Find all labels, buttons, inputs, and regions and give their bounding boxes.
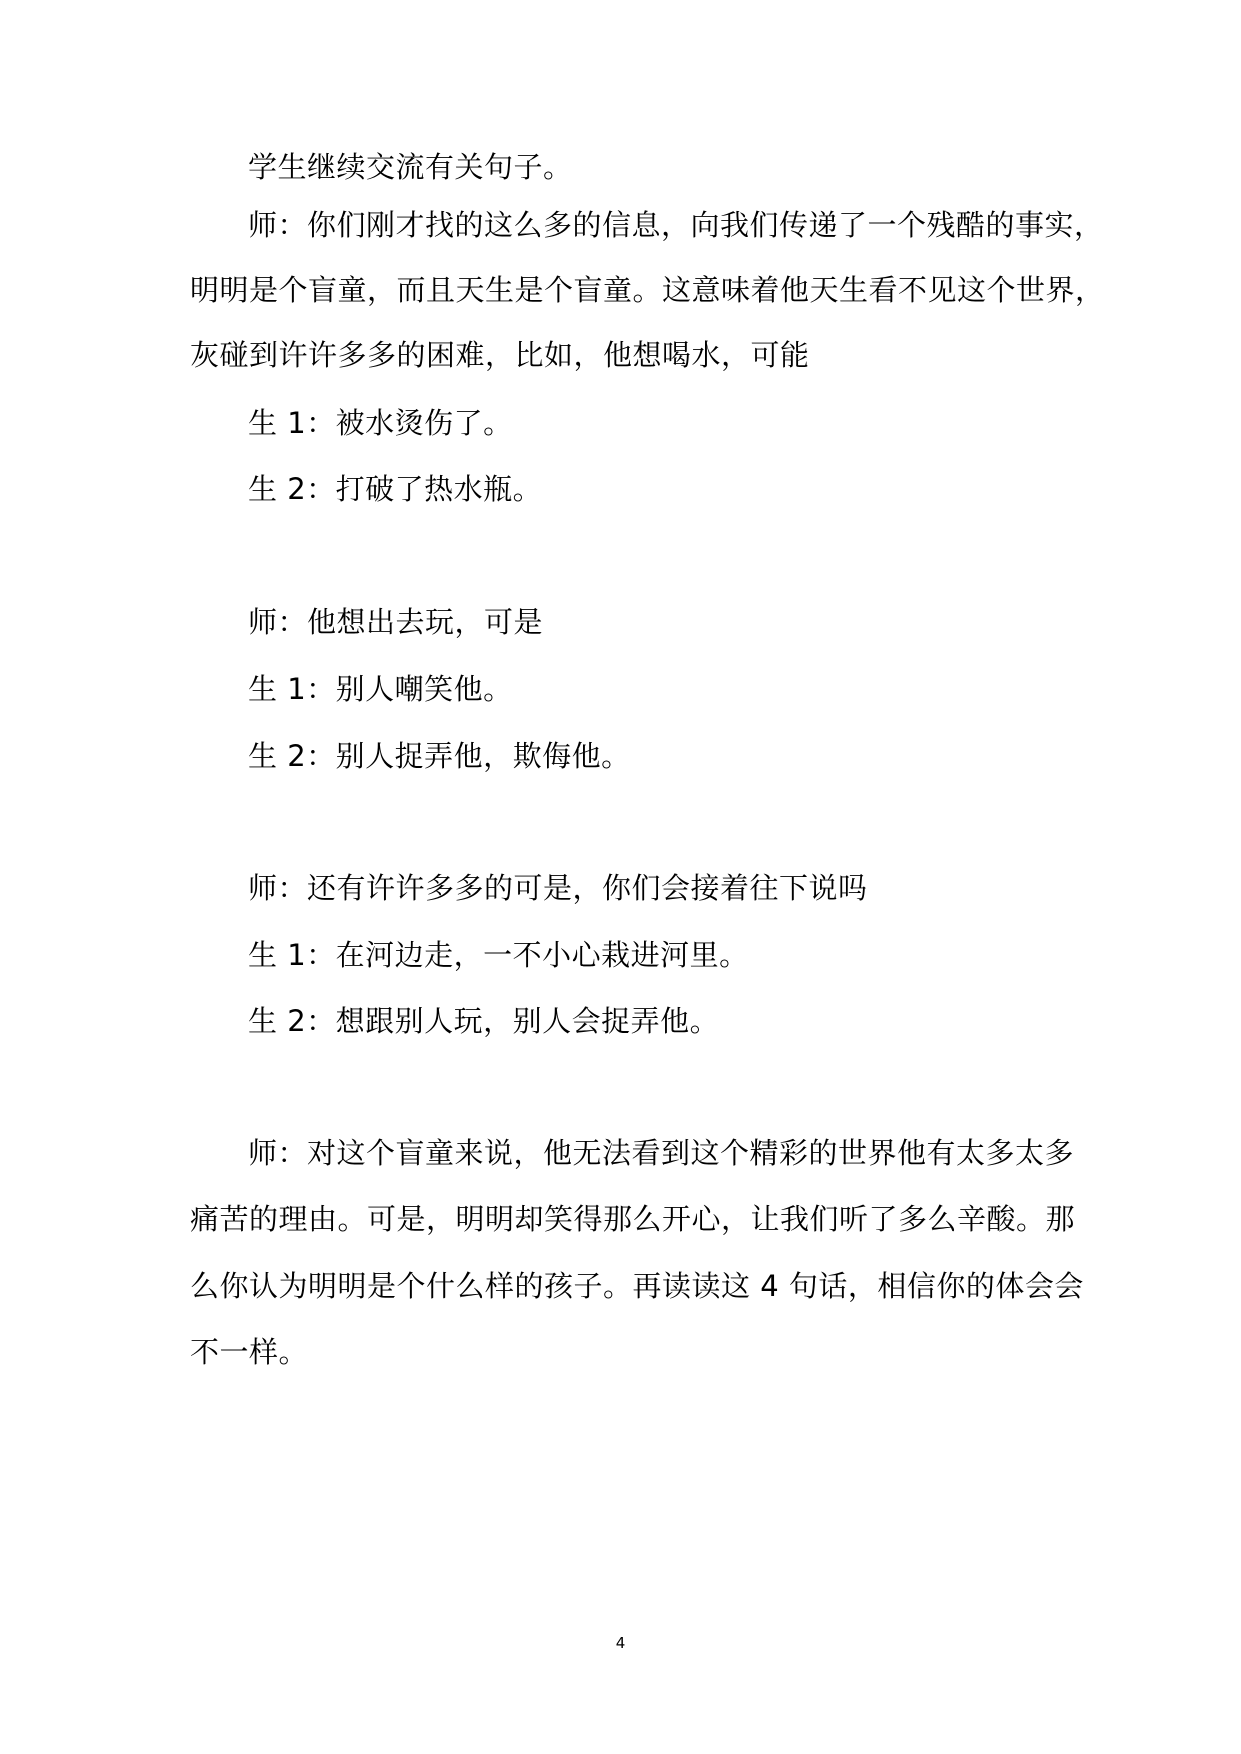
paragraph-line: 生 2：想跟别人玩，别人会捉弄他。 — [248, 1004, 720, 1038]
paragraph-line: 师：对这个盲童来说，他无法看到这个精彩的世界他有太多太多 — [248, 1136, 1075, 1170]
paragraph-line: 师：他想出去玩，可是 — [248, 605, 544, 639]
paragraph-line: 生 1：别人嘲笑他。 — [248, 672, 513, 706]
paragraph-line: 学生继续交流有关句子。 — [248, 150, 573, 184]
paragraph-line: 明明是个盲童，而且天生是个盲童。这意味着他天生看不见这个世界， — [190, 273, 1105, 307]
paragraph-line: 师：你们刚才找的这么多的信息，向我们传递了一个残酷的事实， — [248, 208, 1104, 242]
paragraph-line: 不一样。 — [190, 1335, 309, 1369]
paragraph-line: 生 2：打破了热水瓶。 — [248, 472, 543, 506]
paragraph-line: 么你认为明明是个什么样的孩子。再读读这 4 句话，相信你的体会会 — [190, 1269, 1084, 1303]
paragraph-line: 生 2：别人捉弄他，欺侮他。 — [248, 739, 631, 773]
paragraph-line: 灰碰到许许多多的困难，比如，他想喝水，可能 — [190, 338, 810, 372]
page-number: 4 — [615, 1634, 626, 1652]
paragraph-line: 痛苦的理由。可是，明明却笑得那么开心，让我们听了多么辛酸。那 — [190, 1202, 1076, 1236]
paragraph-line: 师：还有许许多多的可是，你们会接着往下说吗 — [248, 871, 868, 905]
paragraph-line: 生 1：被水烫伤了。 — [248, 406, 513, 440]
paragraph-line: 生 1：在河边走，一不小心栽进河里。 — [248, 938, 749, 972]
